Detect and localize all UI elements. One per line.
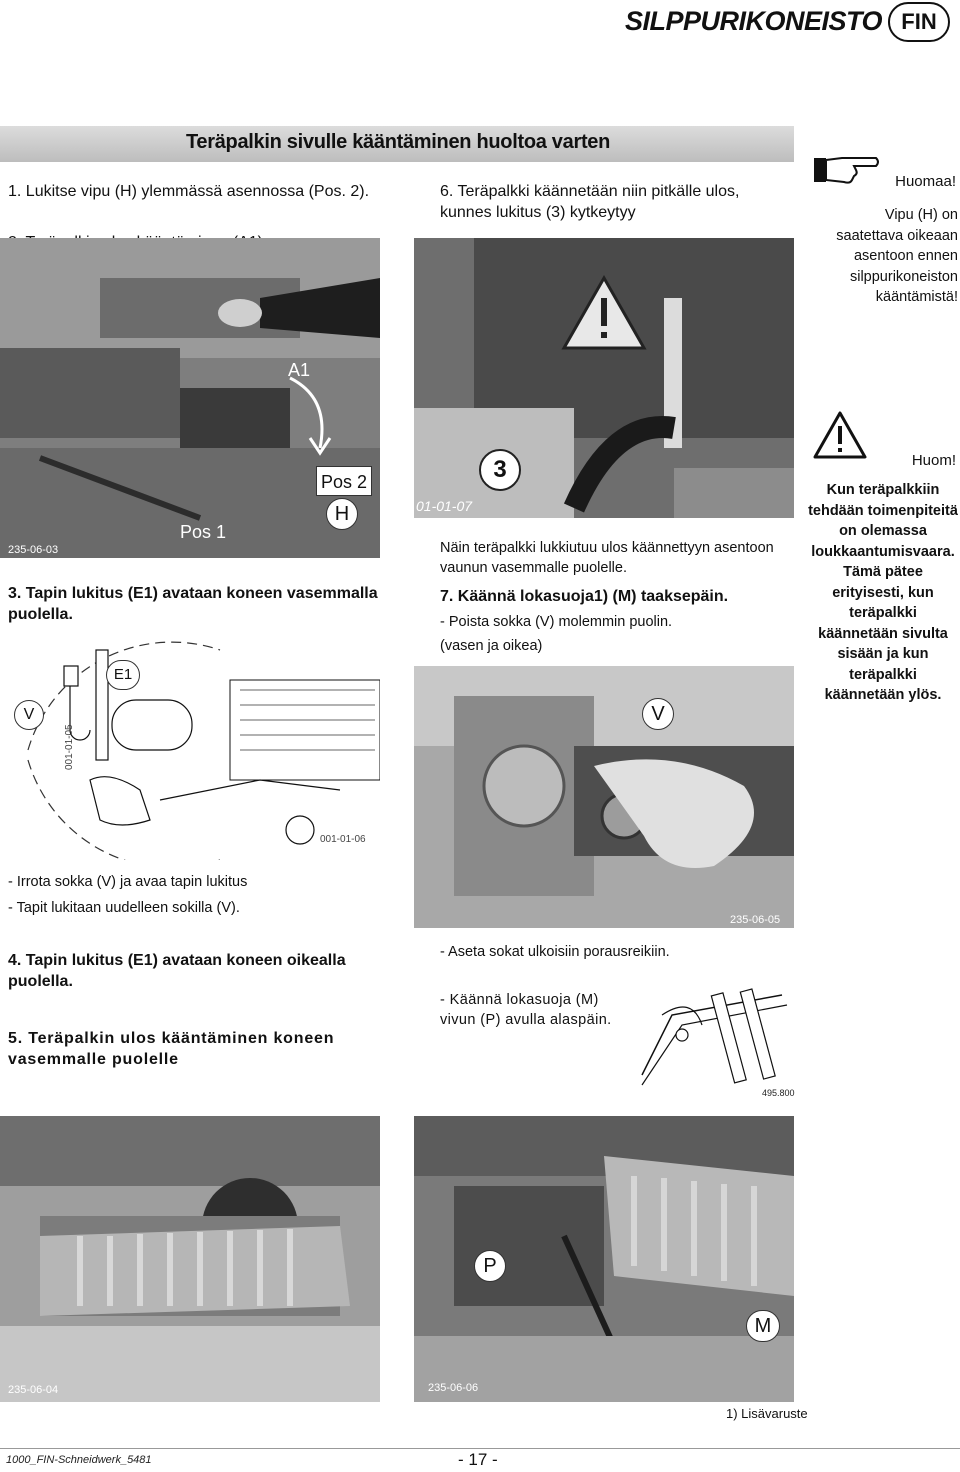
figure-code: 001-01-05 [64, 724, 75, 770]
label-m: M [746, 1310, 780, 1342]
drawing-pin-lock [0, 630, 380, 860]
figure-code: 495.800 [762, 1088, 795, 1098]
bullet-insert-pins: - Aseta sokat ulkoisiin porausreikiin. [440, 944, 670, 960]
figure-code: 001-01-06 [320, 834, 366, 845]
pointing-hand-icon [812, 152, 880, 186]
photo-01-01-07 [414, 238, 794, 518]
step-5: 5. Teräpalkin ulos kääntäminen koneen vasemmalle puolelle [8, 1030, 335, 1068]
footnote: 1) Lisävaruste [726, 1406, 808, 1421]
note-title-huom: Huom! [911, 452, 956, 469]
document-code: 1000_FIN-Schneidwerk_5481 [6, 1454, 152, 1466]
label-pos2: Pos 2 [316, 466, 372, 496]
note-text-huom: Kun teräpalkkiin tehdään toimenpiteitä on olemassa loukkaantumisvaara. Tämä pätee erityisesti, kun teräpalkki käännetään sivulta sisään ja kun teräpalkki käännetään ylös. [808, 482, 958, 703]
step-7-note: (vasen ja oikea) [440, 638, 543, 654]
section-title: Teräpalkin sivulle kääntäminen huoltoa varten [186, 131, 611, 153]
lock-note: Näin teräpalkki lukkiutuu ulos käännettyyn asentoon vaunun vasemmalle puolelle. [440, 540, 774, 576]
footer-divider [0, 1448, 960, 1449]
label-pos1: Pos 1 [180, 522, 227, 542]
label-h: H [326, 498, 358, 530]
document-title: SILPPURIKONEISTO [624, 6, 882, 36]
step-7-remove-pin: - Poista sokka (V) molemmin puolin. [440, 614, 673, 630]
step-7: 7. Käännä lokasuoja1) (M) taaksepäin. [440, 588, 729, 605]
note-text-huomaa: Vipu (H) on saatettava oikeaan asentoon ennen silppurikoneiston kääntämistä! [836, 207, 958, 305]
warning-icon [812, 410, 868, 460]
label-e1: E1 [106, 660, 140, 690]
label-p: P [474, 1250, 506, 1282]
photo-235-06-06 [414, 1116, 794, 1402]
figure-code: 235-06-06 [428, 1382, 479, 1394]
photo-235-06-04 [0, 1116, 380, 1402]
page-number: - 17 - [458, 1450, 498, 1469]
figure-code: 01-01-07 [416, 498, 473, 514]
bullet-lower-mudguard: - Käännä lokasuoja (M) vivun (P) avulla alaspäin. [440, 992, 612, 1028]
label-a1: A1 [288, 360, 311, 380]
label-v: V [14, 700, 44, 730]
figure-code: 235-06-05 [730, 914, 781, 926]
step-1: 1. Lukitse vipu (H) ylemmässä asennossa (Pos. 2). [8, 183, 370, 200]
figure-code: 235-06-03 [8, 544, 59, 556]
photo-235-06-03 [0, 238, 380, 558]
language-badge: FIN [888, 2, 950, 42]
drawing-mudguard-lever [632, 975, 794, 1100]
photo-235-06-05 [414, 666, 794, 928]
bullet-remove-pin: - Irrota sokka (V) ja avaa tapin lukitus [8, 874, 248, 890]
bullet-relock-pins: - Tapit lukitaan uudelleen sokilla (V). [8, 900, 240, 916]
label-lock-3: 3 [479, 449, 521, 491]
label-v: V [642, 698, 674, 730]
note-title-huomaa: Huomaa! [895, 173, 956, 190]
figure-code: 235-06-04 [8, 1384, 59, 1396]
step-4: 4. Tapin lukitus (E1) avataan koneen oikealla puolella. [8, 952, 346, 990]
step-6: 6. Teräpalkki käännetään niin pitkälle ulos, kunnes lukitus (3) kytkeytyy [440, 183, 740, 221]
step-3: 3. Tapin lukitus (E1) avataan koneen vasemmalla puolella. [8, 585, 378, 623]
